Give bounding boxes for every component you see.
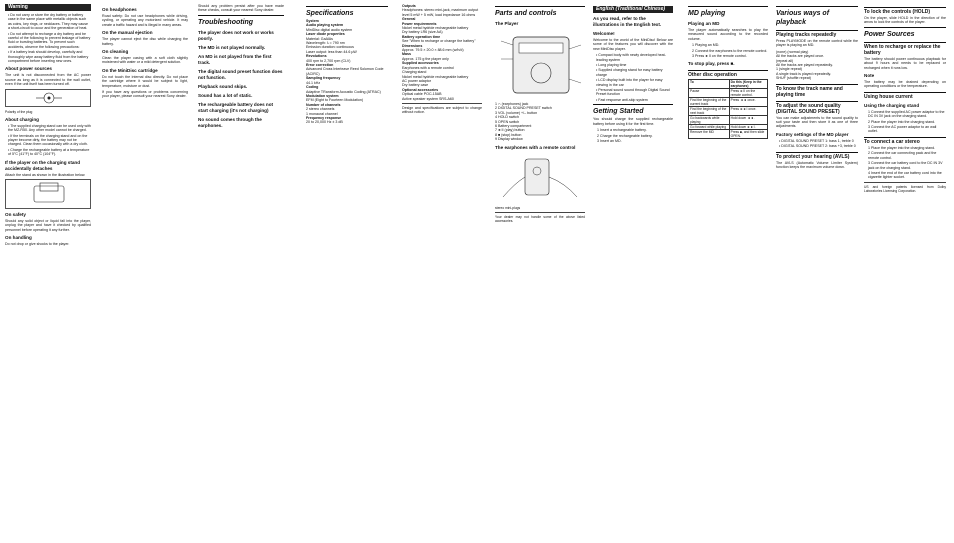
headphones-heading: On headphones bbox=[102, 7, 137, 12]
charging-bullet: • The supplied charging stand can be used only with the MZ-R50. Any other model cannot be charged. bbox=[8, 124, 91, 133]
accident-text: Attach the stand as shown in the illustration below. bbox=[5, 172, 86, 177]
mode-line: A single track is played repeatedly. bbox=[776, 71, 832, 76]
spec-line: 2 stereo channels bbox=[306, 107, 335, 112]
remote-figure bbox=[495, 153, 585, 203]
spec-line: 44.1 kHz bbox=[306, 80, 321, 85]
handling-text: Do not drop or give shocks to the player. bbox=[5, 242, 70, 247]
spec-line: Emission duration: continuous bbox=[306, 45, 354, 50]
safety-text: Should any solid object or liquid fall into the player, unplug the player and have it checked by qualified personnel before operating it any further. bbox=[5, 218, 91, 232]
spec-line: AC power adaptor bbox=[402, 78, 431, 83]
mode-line: (repeat all) bbox=[776, 58, 794, 63]
spec-line: Number of channels bbox=[306, 102, 341, 107]
part-item: 1 ∩ (earphones) jack bbox=[495, 102, 529, 106]
power-sources-heading: About power sources bbox=[5, 66, 52, 72]
step-item: 1 Insert a rechargeable battery. bbox=[597, 128, 647, 133]
manual-eject-heading: On the manual ejection bbox=[102, 30, 153, 36]
trouble-item: The player does not work or works poorly. bbox=[198, 29, 274, 41]
hold-text: On the player, slide HOLD in the direction of the arrow to lock the controls of the player. bbox=[864, 16, 946, 25]
step-item: 4 Insert the end of the car battery cord into the cigarette lighter socket. bbox=[868, 170, 942, 180]
table-cell: Find the beginning of the current track bbox=[689, 98, 730, 107]
spec-line: Supplied accessories bbox=[402, 61, 439, 66]
charging-stand-icon bbox=[6, 180, 91, 208]
trouble-item: Sound has a lot of static. bbox=[198, 92, 253, 98]
table-row bbox=[689, 107, 768, 116]
dsp-text: You can make adjustments to the sound quality to suit your taste and then store it as one of three adjustments. bbox=[776, 115, 858, 129]
car-stereo-heading: To connect a car stereo bbox=[864, 137, 946, 145]
playing-text: The player automatically searches to play the measured sound according to the recorded volume. bbox=[688, 28, 768, 41]
spec-line: MiniDisc digital audio system bbox=[306, 27, 353, 32]
warning-heading: Warning bbox=[5, 4, 91, 11]
part-item: 3 VOL (volume) +/– button bbox=[495, 110, 538, 115]
repeat-text: Press PLAYMODE on the remote control while the player is playing an MD. bbox=[776, 39, 858, 48]
table-row bbox=[689, 116, 768, 125]
spec-line: Frequency response bbox=[306, 115, 342, 120]
spec-line: Dry battery LR6 (size AA) bbox=[402, 30, 443, 35]
spec-line: Laser output: less than 44.6 µW bbox=[306, 49, 357, 54]
spec-line: Approx. 175 g the player only bbox=[402, 56, 449, 61]
patent-note: US and foreign patents licensed from Dolby Laboratories Licensing Corporation. bbox=[864, 184, 946, 193]
column-parts bbox=[495, 4, 585, 225]
troubleshooting-intro: Should any problem persist after you have made these checks, consult your nearest Sony dealer. bbox=[198, 4, 284, 13]
player-figure bbox=[495, 29, 585, 99]
step-item: 3 Connect the car battery cord to the DC IN 3V jack on the charging stand. bbox=[868, 161, 943, 170]
column-specifications bbox=[306, 4, 388, 125]
part-item: 8 ■ (stop) button bbox=[495, 132, 522, 137]
warning-bullet: • If a battery leak should develop, carefully and thoroughly wipe away battery fluid from the battery compartment before inserting new ones. bbox=[8, 50, 91, 63]
note-text: The battery may be drained depending on operating conditions or the temperature. bbox=[864, 80, 946, 89]
player-diagram-icon bbox=[495, 29, 585, 99]
question-text: If you have any questions or problems concerning your player, please consult your nearest Sony dealer. bbox=[102, 90, 188, 99]
spec-line: Sampling frequency bbox=[306, 76, 341, 81]
table-cell: Find the beginning of the next track bbox=[689, 107, 730, 116]
spec-line: Power requirements bbox=[402, 21, 437, 26]
step-item: 3 Press ►II on the remote control. bbox=[692, 54, 747, 59]
feature-bullet: • LCD display built into the player for easy viewing in the car bbox=[596, 78, 673, 87]
step-item: 1 Playing an MD. bbox=[692, 43, 720, 48]
handling-heading: On handling bbox=[5, 235, 32, 241]
step-item: 2 Place the player into the charging stand. bbox=[868, 119, 936, 124]
spec-line: System bbox=[306, 19, 319, 23]
polarity-diagram-icon bbox=[6, 90, 91, 106]
table-cell: Go forward while playing bbox=[689, 125, 730, 130]
table-cell: Go backwards while playing bbox=[689, 116, 730, 125]
trouble-item: The MD is not played normally. bbox=[198, 44, 266, 50]
trouble-item: An MD is not played from the first track. bbox=[198, 53, 272, 65]
factory-line: • DIGITAL SOUND PRESET 1: bass 1, treble 0 bbox=[779, 139, 858, 143]
spec-line: Mass bbox=[402, 52, 411, 57]
minidisc-heading: On the MiniDisc cartridge bbox=[102, 67, 158, 73]
column-power-sources bbox=[864, 4, 946, 195]
spec-line: Nickel metal hydride rechargeable battery bbox=[402, 26, 469, 31]
warning-bullet: • Do not attempt to recharge a dry battery and be careful of the following to prevent leakage of battery fluid or bursting batteries. To prevent such accidents, observe the following precautions: bbox=[8, 32, 91, 50]
spec-line: Audio playing system bbox=[306, 23, 344, 28]
safety-heading: On safety bbox=[5, 211, 26, 217]
recharge-text: The battery should power continuous playback for about 9 hours and needs to be replaced or recharged when it runs low. bbox=[864, 56, 946, 70]
spec-line: Dimensions bbox=[402, 43, 423, 48]
part-item: 5 OPEN switch bbox=[495, 119, 520, 124]
spec-line: Coding bbox=[306, 85, 319, 90]
mode-line: 1 (single repeat) bbox=[776, 67, 802, 72]
getting-started-heading: Getting Started bbox=[593, 104, 673, 116]
trouble-item: No sound comes through the earphones. bbox=[198, 116, 262, 128]
divider bbox=[402, 103, 482, 104]
feature-bullet: • Supplied charging stand for easy battery charge bbox=[596, 68, 673, 77]
table-cell: Hold down ►►I. bbox=[729, 125, 767, 130]
column-warning bbox=[5, 4, 91, 249]
feature-bullet: • Fast response anti-skip system bbox=[596, 98, 673, 102]
charging-bullet: • If the terminals on the charging stand and on the player become dirty, the battery may not be charged. Clean them occasionally with a dry cloth. bbox=[8, 134, 91, 147]
getting-started-text: You should charge the supplied rechargeable battery before using it for the first time. bbox=[593, 117, 673, 126]
spec-line: Headphones: stereo mini-jack, maximum output level 5 mW + 5 mW, load impedance 16 ohms bbox=[402, 8, 479, 17]
feature-bullet: • Compact body with newly developed heat-leading system bbox=[596, 53, 673, 62]
column-specifications-cont bbox=[402, 4, 482, 117]
divider bbox=[864, 182, 946, 183]
trouble-item: The digital sound preset function does not function. bbox=[198, 68, 283, 80]
player-label: The Player bbox=[495, 21, 519, 26]
spec-line: Error correction bbox=[306, 63, 334, 68]
accident-heading: If the player on the charging stand accidentally detaches bbox=[5, 159, 81, 171]
column-md-playing bbox=[688, 4, 768, 139]
factory-heading: Factory settings of the MD player bbox=[776, 131, 849, 137]
spec-line: Optional accessories bbox=[402, 87, 439, 92]
table-cell: Hold down ◄◄. bbox=[729, 116, 767, 125]
stand-figure bbox=[5, 179, 91, 209]
plug-polarity-figure bbox=[5, 89, 91, 107]
polarity-label: Polarity of the plug bbox=[5, 109, 33, 114]
table-row bbox=[689, 89, 768, 98]
stereo-label: stereo mini-plugs bbox=[495, 205, 521, 210]
feature-bullet: • Personal sound sound through Digital Sound Preset function bbox=[596, 88, 673, 97]
playing-heading: Playing an MD bbox=[688, 21, 720, 26]
power-sources-text: The unit is not disconnected from the AC power source as long as it is connected to the wall outlet, even if the unit itself has been turned off. bbox=[5, 73, 91, 87]
mode-line: (none) (normal play) bbox=[776, 49, 809, 54]
mode-line: SHUF (shuffle repeat) bbox=[776, 76, 811, 81]
repeat-heading: Playing tracks repeatedly bbox=[776, 30, 858, 38]
table-cell: Press ►►I once. bbox=[729, 107, 767, 116]
intro-heading: As you read, refer to the illustrations in the English text. bbox=[593, 16, 662, 27]
spec-line: See "When to recharge or change the battery" bbox=[402, 39, 476, 44]
language-bar: English (Traditional Chinese) bbox=[593, 6, 673, 13]
column-troubleshooting bbox=[198, 4, 284, 130]
spec-line: Nickel metal hydride rechargeable battery bbox=[402, 74, 469, 79]
trouble-item: The rechargeable battery does not start charging (it's not charging) bbox=[198, 101, 274, 113]
other-operation-heading: Other disc operation bbox=[688, 70, 768, 78]
power-sources-heading: Power Sources bbox=[864, 27, 946, 39]
recharge-heading: When to recharge or replace the battery bbox=[864, 42, 946, 56]
spec-line: 1 monaural channel bbox=[306, 111, 338, 116]
table-header-row bbox=[689, 80, 768, 89]
house-current-heading: Using house current bbox=[864, 92, 946, 100]
avls-text: The AVLS (Automatic Volume Limiter System) function keeps the maximum volume down. bbox=[776, 160, 858, 170]
remote-label: The earphones with a remote control bbox=[495, 144, 576, 150]
spec-line: EFM (Eight to Fourteen Modulation) bbox=[306, 98, 364, 103]
spec-line: 20 to 20,000 Hz ± 3 dB bbox=[306, 120, 343, 125]
warning-bullet: • Do not carry or store the dry battery or battery case in the same place with metallic objects such as coins, key rings, or necklaces. They may cause a short-circuit to occur and the generation of heat. bbox=[8, 13, 91, 31]
step-item: 3 Connect the AC power adaptor to an wall outlet. bbox=[868, 125, 937, 134]
accessories-footnote: Your dealer may not handle some of the above listed accessories. bbox=[495, 214, 585, 223]
spec-line: Material: GaAlAs bbox=[306, 36, 333, 41]
table-cell: Press ►II on the remote control. bbox=[729, 89, 767, 98]
spec-line: Laser diode properties bbox=[306, 32, 345, 37]
track-name-heading: To know the track name and playing time bbox=[776, 84, 858, 98]
hold-heading: To lock the controls (HOLD) bbox=[864, 7, 946, 15]
charging-stand-subheading: Using the charging stand bbox=[864, 102, 920, 108]
table-header-cell: Do this (Keep in the earphones) bbox=[729, 80, 767, 89]
note-label: Note bbox=[864, 73, 875, 79]
troubleshooting-heading: Troubleshooting bbox=[198, 15, 284, 27]
spec-line: Earphones with a remote control bbox=[402, 65, 454, 70]
part-item: 4 HOLD switch bbox=[495, 115, 519, 120]
parts-heading: Parts and controls bbox=[495, 6, 585, 18]
spec-line: Wavelength: λ = 790 nm bbox=[306, 41, 345, 46]
step-item: 2 Connect the earphones to the remote control. bbox=[692, 48, 768, 53]
column-playback-modes bbox=[776, 4, 858, 172]
charging-bullet: • Charge the rechargeable battery at a temperature of 5°C (41°F) to 40°C (104°F). bbox=[8, 148, 91, 157]
manual-eject-text: The player cannot eject the disc while charging the battery. bbox=[102, 37, 188, 46]
cleaning-heading: On cleaning bbox=[102, 49, 129, 55]
spec-line: Dry battery case bbox=[402, 83, 429, 88]
table-cell: Remove the MD bbox=[689, 130, 730, 139]
spec-line: Revolutions bbox=[306, 54, 327, 59]
step-item: 3 Insert an MD. bbox=[597, 138, 622, 143]
spec-line: Modulation system bbox=[306, 93, 339, 98]
various-ways-heading: Various ways of playback bbox=[776, 6, 858, 27]
column-getting-started bbox=[593, 4, 673, 144]
divider bbox=[495, 212, 585, 213]
factory-line: • DIGITAL SOUND PRESET 2: bass +3, treble 0 bbox=[779, 144, 858, 148]
spec-line: Approx. 79.5 × 20.0 × 88.6 mm (w/h/d) bbox=[402, 48, 464, 53]
operation-table bbox=[688, 79, 768, 139]
specifications-heading: Specifications bbox=[306, 6, 388, 18]
headphones-text: Road safety: Do not use headphones while driving, cycling, or operating any motorized vehicle. It may create a traffic hazard and is illegal in many areas. bbox=[102, 14, 188, 27]
table-row bbox=[689, 98, 768, 107]
step-item: 2 Connect the car connecting pack and the remote control. bbox=[868, 151, 937, 160]
mode-line: All the tracks are played once. bbox=[776, 54, 825, 59]
spec-line: Optical cable POC-15AB bbox=[402, 92, 442, 97]
spec-line: Adaptive TRansform Acoustic Coding (ATRAC) bbox=[306, 89, 381, 94]
step-item: 1 Connect the supplied AC power adaptor to the DC IN 3V jack on the charging stand. bbox=[868, 109, 945, 119]
part-item: 6 Battery compartment bbox=[495, 124, 532, 129]
trouble-item: Playback sound skips. bbox=[198, 83, 248, 89]
feature-bullet: • Long playing time bbox=[596, 63, 673, 67]
remote-control-icon bbox=[495, 153, 585, 203]
design-note: Design and specifications are subject to change without notice. bbox=[402, 105, 482, 115]
cleaning-text: Clean the player casing with a soft cloth slightly moistened with water or a mild detergent solution. bbox=[102, 56, 188, 65]
spec-line: Outputs bbox=[402, 4, 416, 8]
spec-line: 400 rpm to 2,700 rpm (CLV) bbox=[306, 58, 351, 63]
step-item: 2 Charge the rechargeable battery. bbox=[597, 133, 653, 138]
stop-heading: To stop play, press ■. bbox=[688, 61, 735, 67]
welcome-text: Welcome to the world of the MiniDisc! Below are some of the features you will discover with the new MiniDisc player. bbox=[593, 38, 673, 51]
dsp-heading: To adjust the sound quality (DIGITAL SOUND PRESET) bbox=[776, 101, 858, 115]
spec-line: Active speaker system SRS-A60 bbox=[402, 96, 454, 101]
table-cell: Press ◄◄ once. bbox=[729, 98, 767, 107]
table-row bbox=[689, 130, 768, 139]
avls-heading: To protect your hearing (AVLS) bbox=[776, 152, 858, 160]
part-item: 7 ►II (play) button bbox=[495, 128, 525, 133]
spec-line: Advanced Cross Interleave Reed Solomon Code (ACIRC) bbox=[306, 67, 384, 76]
minidisc-text: Do not touch the internal disc directly. Do not place the cartridge where it would be subject to light, temperature, moisture or dust. bbox=[102, 74, 188, 88]
table-cell: Press ■, and then slide OPEN. bbox=[729, 130, 767, 139]
spec-line: Battery operation time bbox=[402, 34, 441, 39]
table-cell: Pause bbox=[689, 89, 730, 98]
column-precautions bbox=[102, 4, 188, 101]
part-item: 9 Display window bbox=[495, 137, 523, 142]
part-item: 2 DIGITAL SOUND PRESET switch bbox=[495, 106, 552, 111]
table-header-cell: To bbox=[689, 80, 730, 89]
welcome-heading: Welcome! bbox=[593, 31, 615, 36]
charging-heading: About charging bbox=[5, 116, 39, 122]
mode-line: All the tracks are played repeatedly. bbox=[776, 63, 833, 68]
spec-line: General bbox=[402, 17, 416, 22]
spec-line: Charging stand bbox=[402, 70, 427, 75]
md-playing-heading: MD playing bbox=[688, 6, 768, 18]
step-item: 1 Place the player into the charging stand. bbox=[868, 145, 936, 150]
